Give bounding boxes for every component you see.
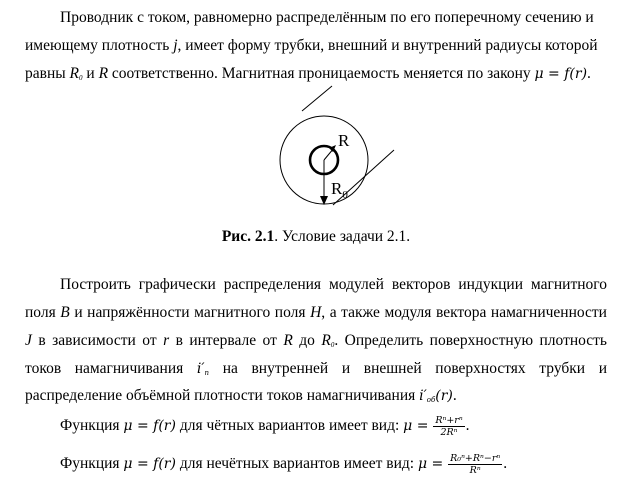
p1-line-3: равны $R_0$ и R соответственно. Магнитная проницаемость меняется по закону μ = f(r). [25, 65, 591, 82]
tube-figure [0, 0, 632, 230]
tube-edge-top [302, 86, 332, 111]
p1-line-2: имеющему плотность j, имеет форму трубки, внешний и внутренний радиусы которой [25, 37, 598, 54]
volume-current-symbol: $i'_{об}(r)$ [419, 388, 453, 404]
p2-line-1: Построить графически распределения модулей векторов индукции магнитного [60, 276, 607, 293]
figure-caption: Рис. 2.1. Условие задачи 2.1. [221, 228, 411, 245]
p2-line-2: поля B и напряжённости магнитного поля H, а также модуля вектора намагниченности [25, 304, 607, 321]
odd-formula-line: Функция μ = f(r) для нечётных вариантов имеет вид: μ = $\frac{\text{R₀ⁿ+Rⁿ−rⁿ}}{\text{Rⁿ}}$ . [60, 453, 508, 476]
p2-line-4: токов намагничивания $i'_п$ на внутренней и внешней поверхностях трубки и [25, 360, 607, 377]
p2-line-3: J в зависимости от r в интервале от R до $R_0$. Определить поверхностную плотность [25, 332, 607, 349]
even-fraction: $\frac{\text{Rⁿ+rⁿ}}{\text{2Rⁿ}}$ [435, 415, 463, 438]
even-formula-line: Функция μ = f(r) для чётных вариантов имеет вид: μ = $\frac{\text{Rⁿ+rⁿ}}{\text{2Rⁿ}}$ . [60, 415, 470, 438]
label-R0: $R_0$ [331, 179, 348, 201]
odd-fraction: $\frac{\text{R₀ⁿ+Rⁿ−rⁿ}}{\text{Rⁿ}}$ [450, 453, 501, 476]
p2-line-5: распределение объёмной плотности токов намагничивания $i'_{об}(r)$. [25, 387, 457, 404]
surface-current-symbol: $i'_п$ [196, 361, 210, 377]
label-R: R [338, 131, 350, 150]
p1-line-1: Проводник с током, равномерно распределённым по его поперечному сечению и [60, 9, 594, 26]
